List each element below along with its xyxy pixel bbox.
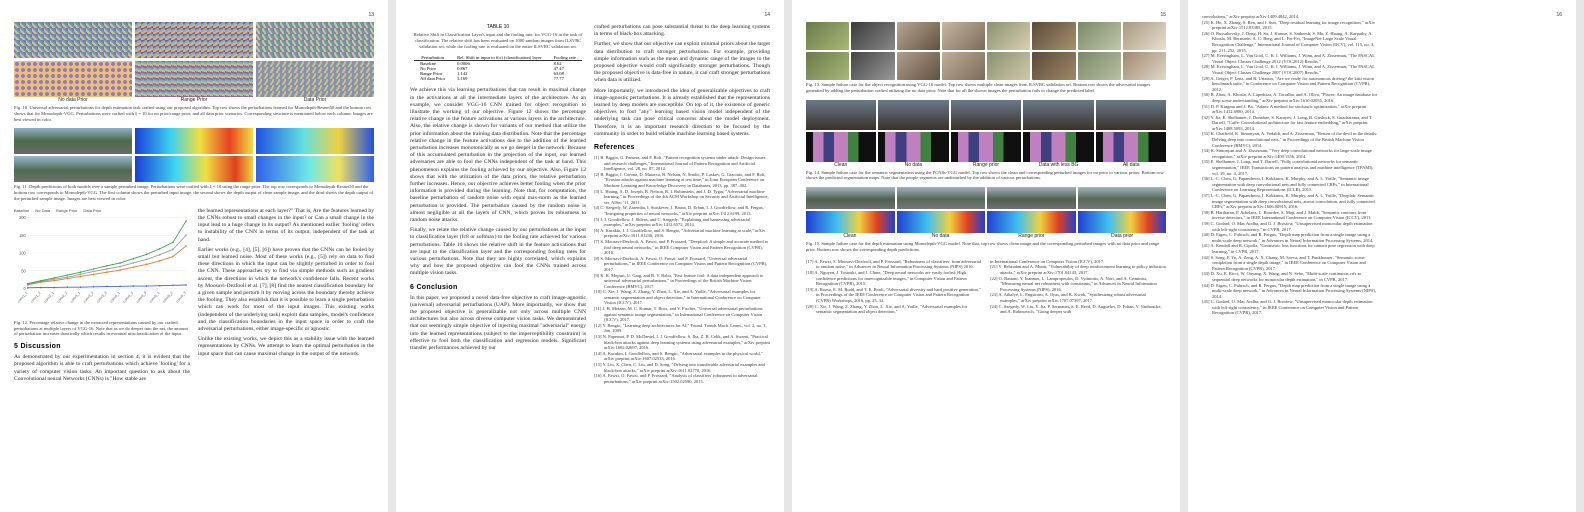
figure-14 — [806, 100, 1166, 182]
reference-item: [21] V. Behzadan and A. Munir, "Vulnerability of deep reinforcement learning to policy induction attacks," arXiv preprint arXiv:1701.04143, 2017. — [990, 264, 1166, 275]
table-cell: Baseline — [420, 61, 436, 67]
data-point — [67, 274, 69, 276]
reference-item: [33] K. Chatfield, K. Simonyan, A. Vedaldi, and A. Zisserman, "Return of the devil in the details: Delving deep into convolutional nets," in Proceedings of the British Machine Vision Conference (BMVC), 2014. — [1202, 131, 1378, 148]
figure-caption: Fig. 13. Sample failure case for the object recognition using VGG-16 model. Top row shows multiple clean images from ILSVRC validation set. Bottom row shows the adversarial images generated by adding the perturbation crafted utilizing the no data prior. Note that for all the shown images the perturbation fails to change the predicted label. — [806, 82, 1151, 93]
data-point — [27, 282, 29, 284]
data-point — [159, 254, 161, 256]
reference-item: [34] K. Simonyan and A. Zisserman, "Very deep convolutional networks for large-scale image recognition," arXiv preprint arXiv:1409.1556, 2014. — [1202, 148, 1372, 159]
table-cell: Range Prior — [420, 71, 443, 77]
figure-12-chart — [14, 208, 190, 318]
section-heading: 5 Discussion — [14, 343, 61, 351]
figure-label: Clean — [834, 161, 848, 168]
x-tick-label: conv4_3 — [135, 290, 148, 304]
reference-item: [7] S. Moosavi-Dezfooli, A. Fawzi, and P. Frossard, "Deepfool: A simple and accurate method to fool deep neural networks," in IEEE Computer Vision and Pattern Recognition (CVPR), 2016. — [594, 238, 769, 256]
data-point — [133, 262, 135, 264]
depth-map — [135, 128, 253, 154]
data-point — [93, 286, 95, 288]
reference-list — [1202, 14, 1378, 316]
paragraph: Unlike the existing works, we depict this as a stability issue with the learned representations by CNNs. We attempt to learn the optimal perturbation in the input space that can cause maximal change in the output of the network. — [198, 336, 374, 357]
paragraph: We achieve this via learning perturbations that can result in maximal change in the activations at all the intermediate layers of the architecture. As an example, we consider VGG-16 CNN trained for object recognition to illustrate the working of our objective. Figure 12 shows the percentage relative change in the feature activations at various layers in the architecture. Also, the relative change is shown for variants of our method that utilize the prior information about the training data distribution. Note that the percentage relative change in the feature activations due to the addition of the learned perturbation increases monotonically as we go deeper in the network. Because of this accumulated perturbation in the projection of the input, our learned adversaries are able to fool the CNNs independent of the task at hand. This phenomenon explains the fooling achieved by our objective. Also, Figure 12 shows that with the utilization of the data priors, the relative perturbation further increases. Hence, our objective achieves better fooling when the prior information is provided during the learning. Note that, for computation, the baseline perturbation of random noise with equal max-norm as the learned perturbation is provided. The perturbation caused by the random noise is almost negligible at all the layers of CNN, which proves its robustness to random noise attacks. — [410, 87, 586, 224]
legend-entry: Range Prior — [56, 207, 78, 213]
data-point — [133, 285, 135, 287]
table-header: Rel. Shift in input to f(x) (classification) layer — [451, 55, 547, 61]
depth-map — [987, 211, 1076, 233]
reference-item: [27] M. Everingham, L. Van Gool, C. K. I. Williams, J. Winn, and A. Zisserman, "The PASCAL Visual Object Classes Challenge 2012 (VOC2012) Results." — [1202, 53, 1375, 64]
reference-item: [9] K. R. Mopuri, U. Garg, and R. V. Babu, "Fast feature fool: A data independent approach to universal adversarial perturbations," in Proceedings of the British Machine Vision Conference (BMVC), 2017. — [594, 272, 764, 289]
x-tick-label: conv3_2 — [82, 290, 95, 304]
perturbation-image — [135, 61, 253, 97]
x-tick-label: conv5_3 — [175, 290, 187, 304]
data-point — [93, 268, 95, 270]
reference-item: [25] K. He, X. Zhang, S. Ren, and J. Sun, "Deep residual learning for image recognition," arXiv preprint arXiv:1512.03385, 2015. — [1202, 19, 1376, 31]
page-14 — [396, 0, 784, 512]
data-point — [40, 280, 42, 282]
reference-item: [26] O. Russakovsky, J. Deng, H. Su, J. Krause, S. Satheesh, S. Ma, Z. Huang, A. Karpathy, A. Khosla, M. Bernstein, A. C. Berg, and L. Fei-Fei, "ImageNet Large Scale Visual Recognition Challenge," International Journal of Computer Vision (IJCV), vol. 115, no. 3, pp. 211–252, 2015. — [1202, 30, 1375, 53]
depth-map — [256, 128, 374, 154]
reference-item: [13] N. Papernot, P. D. McDaniel, I. J. Goodfellow, S. Jha, Z. B. Celik, and A. Swami, "Practical black-box attacks against deep learning systems using adversarial examples," arXiv preprint arXiv:1602.02697, 2016. — [594, 334, 770, 351]
page-16 — [1188, 0, 1576, 512]
table-header-row — [414, 55, 582, 61]
table-cell: 0.867 — [457, 66, 468, 72]
data-point — [80, 286, 82, 288]
reference-item: [3] L. Huang, A. D. Joseph, B. Nelson, B. I. Rubinstein, and J. D. Tygar, "Adversarial machine learning," in Proceedings of the 4th ACM Workshop on Security and Artificial Intelligence, ser. AISec '11, 2011. — [594, 188, 769, 205]
data-point — [185, 245, 187, 247]
data-point — [119, 265, 121, 267]
segmentation-map — [878, 132, 948, 162]
paragraph: the learned representations at each layer?" That is, Are the features learned by the CNNs robust to small changes in the input? or Can a small change in the input lead to a huge change in its output? As mentioned earlier 'fooling' refers to instability of the CNN in terms of its output, independent of the task at hand. — [198, 207, 374, 243]
data-point — [159, 260, 161, 262]
sample-image — [942, 22, 985, 50]
reference-item: [24] C. Szegedy, W. Liu, Y. Jia, P. Sermanet, S. E. Reed, D. Anguelov, D. Erhan, V. Vanhoucke, and A. Rabinovich, "Going deeper with — [990, 303, 1162, 315]
reference-item: [39] C. Godard, O. Mac Aodha, and G. J. Brostow, "Unsupervised monocular depth estimation with left-right consistency," in CVPR, 2017. — [1202, 220, 1373, 232]
reference-item: [29] A. Geiger, P. Lenz, and R. Urtasun, "Are we ready for autonomous driving? the kitti vision benchmark suite," in Conference on Computer Vision and Pattern Recognition (CVPR), 2012. — [1202, 75, 1374, 92]
figure-label: All data — [1122, 161, 1140, 168]
segmentation-map — [951, 132, 1021, 162]
data-point — [133, 258, 135, 260]
paragraph: crafted perturbations can pose substantial threat to the deep learning systems in terms of black-box attacking. — [594, 24, 770, 38]
reference-list — [594, 155, 770, 384]
page-number: 13 — [368, 12, 374, 18]
street-image — [897, 187, 986, 209]
data-point — [67, 276, 69, 278]
depth-map — [256, 156, 374, 182]
reference-item: [31] D. P. Kingma and J. Ba, "Adam: A method for stochastic optimization," arXiv preprint arXiv:1412.6980, 2014. — [1202, 103, 1367, 115]
figure-label: Clean — [843, 233, 857, 240]
y-tick-label: 100 — [19, 250, 26, 256]
segmentation-map — [1023, 132, 1093, 162]
group-photo — [951, 100, 1021, 130]
figure-caption: Fig. 12. Percentage relative change in the extracted representations caused by our crafted perturbations at multiple layers of VGG-16. Note that as we do deeper into the net, the amount of perturbation increases drastically which results in eventual misclassification of the input. — [14, 319, 188, 337]
data-point — [185, 220, 187, 222]
x-tick-label: conv3_3 — [96, 290, 108, 304]
paragraph: Further, we show that our objective can exploit minimal priors about the target data distribution to craft stronger perturbations. For example, providing simple information such as the mean and dynamic range of the images to the proposed objective would craft significantly stronger perturbations. Though the proposed objective is data-free in nature, it can craft stronger perturbations when data is utilized. — [594, 41, 770, 84]
reference-item: [4] C. Szegedy, W. Zaremba, I. Sutskever, J. Bruna, D. Erhan, I. J. Goodfellow, and R. Fergus, "Intriguing properties of neural networks," arXiv preprint arXiv:1312.6199, 2013. — [594, 205, 764, 216]
data-point — [80, 273, 82, 275]
results-table — [414, 55, 582, 81]
depth-map — [897, 211, 986, 233]
x-tick-label: conv4_1 — [109, 290, 121, 304]
adversarial-image — [942, 52, 985, 80]
table-header: Fooling rate — [548, 55, 582, 61]
x-tick-label: conv1_1 — [16, 290, 29, 304]
page-number: 16 — [1556, 12, 1562, 18]
reference-item: [28] M. Everingham, L. Van Gool, C. K. I. Williams, J. Winn, and A. Zisserman, "The PASCAL Visual Object Classes Challenge 2007 (VOC2007) Results." — [1202, 64, 1375, 75]
table-cell: 3.169 — [457, 76, 468, 82]
figure-label: Data prior — [1111, 233, 1134, 240]
reference-item: [2] B. Biggio, I. Corona, D. Maiorca, B. Nelson, N. Šrndić, P. Laskov, G. Giacinto, and F. Roli, "Evasion attacks against machine learning at test time," in Joint European Conference on Machine Learning and Knowledge Discovery in Databases, 2013, pp. 387–402. — [594, 171, 766, 189]
data-point — [146, 263, 148, 265]
reference-item: [43] D. Xu, E. Ricci, W. Ouyang, X. Wang, and N. Sebe, "Multi-scale continuous crfs as sequential deep networks for monocular depth estimation," in CVPR, 2017. — [1202, 271, 1362, 282]
x-tick-label: conv4_2 — [122, 290, 134, 304]
figure-label: No data Prior — [58, 97, 88, 103]
figure-label: Range prior — [972, 161, 1000, 168]
x-tick-label: conv3_1 — [69, 290, 82, 304]
page-number: 15 — [1160, 12, 1166, 18]
y-tick-label: 200 — [19, 214, 26, 220]
reference-item: [18] A. Nguyen, J. Yosinski, and J. Clune, "Deep neural networks are easily fooled: High confidence predictions for unrecognizable images," in Computer Vision and Pattern Recognition (CVPR), 2015. — [806, 269, 967, 287]
x-tick-label: conv1_2 — [30, 290, 42, 304]
figure-label: Range Prior — [180, 97, 208, 103]
data-point — [40, 286, 42, 288]
street-image — [1078, 187, 1167, 209]
paragraph: Finally, we relate the relative change caused by our perturbations at the input to classification layer (fc8 or softmax) to the fooling rate achieved for various perturbations. Table 10 shows the relative shift in the feature activations that are input to the classification layer and the corresponding fooling rates for various perturbations. Note that they are highly correlated, which explains why and how the proposed objective can fool the CNNs trained across multiple vision tasks. — [410, 227, 586, 277]
data-point — [146, 253, 148, 255]
adversarial-image — [851, 52, 894, 80]
data-point — [119, 262, 121, 264]
perturbation-image — [14, 22, 132, 58]
legend-entry: Data Prior — [83, 207, 102, 213]
street-image — [14, 128, 132, 154]
figure-label: No data — [931, 233, 950, 240]
reference-item: [5] I. J. Goodfellow, J. Shlens, and C. Szegedy, "Explaining and harnessing adversarial examples," arXiv preprint arXiv:1412.6572, 2014. — [594, 216, 751, 228]
data-point — [93, 273, 95, 275]
data-point — [106, 285, 108, 287]
reference-item: [14] A. Kurakin, I. Goodfellow, and S. Bengio, "Adversarial examples in the physical world," arXiv preprint arXiv:1607.02533, 2016. — [594, 350, 763, 362]
reference-item: in International Conference on Computer Vision (ICCV), 2017. — [990, 258, 1105, 264]
reference-item: [36] L.-C. Chen, G. Papandreou, I. Kokkinos, K. Murphy, and A. L. Yuille, "Semantic image segmentation with deep convolutional nets and fully connected CRFs," in International Conference on Learning Representations (ICLR), 2015. — [1202, 176, 1369, 193]
adversarial-image — [897, 52, 940, 80]
table-cell: All data Prior — [420, 76, 446, 82]
reference-item: [42] S. Song, F. Yu, A. Zeng, A. X. Chang, M. Savva, and T. Funkhouser, "Semantic scene completion from a single depth image," in IEEE Conference on Computer Vision and Pattern Recognition (CVPR), 2017. — [1202, 254, 1366, 271]
x-tick-label: conv2_1 — [43, 290, 55, 304]
series-line — [28, 221, 186, 284]
table-cell: 0.0006 — [457, 61, 470, 67]
group-photo — [806, 100, 876, 130]
figure-label: Range prior — [1018, 233, 1045, 240]
sample-image — [806, 22, 849, 50]
reference-item: [23] A. Athalye, L. Engstrom, A. Ilyas, and K. Kwok, "Synthesizing robust adversarial examples," arXiv preprint arXiv:1707.07397, 2017. — [990, 292, 1146, 303]
group-photo — [878, 100, 948, 130]
page-13 — [0, 0, 388, 512]
group-photo — [1096, 100, 1166, 130]
data-point — [172, 248, 174, 250]
table-cell: 1.142 — [457, 71, 468, 77]
reference-item: [22] O. Bastani, Y. Ioannou, L. Lampropoulos, D. Vytiniotis, A. Nori, and A. Criminisi, "Measuring neural net robustness with constraints," in Advances in Neural Information Processing Systems (NIPS), 2016. — [990, 275, 1157, 292]
legend-entry: No Data — [35, 207, 51, 213]
figure-label: Data with less BG — [1038, 161, 1079, 168]
y-tick-label: 150 — [19, 232, 26, 238]
table-cell: 77.77 — [553, 76, 564, 82]
x-tick-label: conv2_2 — [56, 290, 68, 304]
adversarial-image — [1123, 52, 1166, 80]
data-point — [172, 284, 174, 286]
reference-item: [32] Y. Jia, E. Shelhamer, J. Donahue, S. Karayev, J. Long, R. Girshick, S. Guadarrama, and T. Darrell, "Caffe: Convolutional architecture for fast feature embedding," arXiv preprint arXiv:1408.5093, 2014. — [1202, 114, 1373, 131]
figure-caption: Fig. 15. Sample failure case for the depth estimation using Monodepth-VGG model. Note that, top row shows clean image and the corresponding perturbed images with no data prior and range prior. Bottom row shows the corresponding depth predictions. — [806, 241, 1160, 252]
street-image — [987, 187, 1076, 209]
data-point — [106, 268, 108, 270]
page-number: 14 — [764, 12, 770, 18]
perturbation-image — [135, 22, 253, 58]
paragraph: Earlier works (e.g., [4], [5], [6]) have proven that the CNNs can be fooled by small but learned noise. Most of these works (e.g., [5]) rely on data to find these directions in which the input can be slightly perturbed in order to fool the CNN. These approaches try to find via simple methods such as gradient ascent, the directions in which the network's confidence falls. Recent works by Moosavi-Dezfooli et al. [7], [8] find the nearest classification boundary for a given sample and perturb it by moving across the boundary thereby achieve the fooling. They also establish that it is possible to learn a single perturbation which can work for most of the input images. This existing works (independent of the underlying task) exploit data samples, model's confidence and the classification boundaries in the input space in order to craft the adversarial perturbations, either image-specific or agnostic. — [198, 246, 374, 333]
paragraph: As demonstrated by our experimentation in section 4, it is evident that the proposed algorithm is able to craft perturbations which achieve 'fooling' for a variety of computer vision tasks. An important question to ask about the Convolutional neural Networks (CNNs) is "How stable are — [14, 354, 190, 382]
perturbation-image — [256, 22, 374, 58]
reference-item: [17] A. Fawzi, S. Moosavi-Dezfooli, and P. Frossard, "Robustness of classifiers: from adversarial to random noise," in Advances in Neural Information Processing Systems (NIPS) 2016. — [806, 258, 982, 270]
depth-map — [135, 156, 253, 182]
x-tick-label: conv5_1 — [148, 290, 161, 304]
sample-image — [987, 22, 1030, 50]
reference-item: [37] L.-C. Chen, G. Papandreou, I. Kokkinos, K. Murphy, and A. L. Yuille, "Deeplab: Semantic image segmentation with deep convolutional nets, atrous convolution, and fully connected CRFs," arXiv preprint arXiv:1606.00915, 2016. — [1202, 193, 1375, 210]
data-point — [93, 270, 95, 272]
data-point — [106, 271, 108, 273]
legend-entry: Baseline — [14, 207, 30, 213]
figure-label: No data — [904, 161, 923, 168]
adversarial-image — [1032, 52, 1075, 80]
sample-image — [1078, 22, 1121, 50]
data-point — [27, 287, 29, 289]
figure-15 — [806, 187, 1166, 253]
data-point — [53, 277, 55, 279]
y-tick-label: 0 — [23, 285, 26, 292]
perturbation-image — [14, 61, 132, 97]
reference-item: [45] C. Godard, O. Mac Aodha, and G. J. Brostow, "Unsupervised monocular depth estimation with left-right consistency," in IEEE Conference on Computer Vision and Pattern Recognition (CVPR), 2017. — [1202, 299, 1373, 316]
data-point — [106, 265, 108, 267]
figure-13 — [806, 22, 1166, 94]
table-cell: No Prior — [420, 66, 437, 72]
data-point — [185, 234, 187, 236]
reference-item: [41] A. Kendall and R. Cipolla, "Geometric loss functions for camera pose regression with deep learning," in CVPR, 2017. — [1202, 243, 1375, 254]
data-point — [172, 255, 174, 257]
sample-image — [1032, 22, 1075, 50]
sample-image — [1123, 22, 1166, 50]
depth-map — [806, 211, 895, 233]
figure-10 — [14, 22, 374, 122]
data-point — [67, 286, 69, 288]
figure-11 — [14, 128, 374, 201]
table-cell: 47.47 — [553, 66, 564, 72]
street-image — [806, 187, 895, 209]
table-title: TABLE 10 — [486, 24, 510, 30]
reference-item: [38] B. Hariharan, P. Arbelaez, L. Bourdev, S. Maji, and J. Malik, "Semantic contours from inverse detectors," in IEEE International Conference on Computer Vision (ICCV), 2011. — [1202, 209, 1372, 221]
section-heading: 6 Conclusion — [410, 283, 458, 291]
reference-item: [20] C. Xie, J. Wang, Z. Zhang, Y. Zhou, L. Xie, and A. Yuille, "Adversarial examples for semantic segmentation and object detection," — [806, 303, 968, 315]
segmentation-map — [806, 132, 876, 162]
figure-label: Data Prior — [303, 97, 327, 103]
data-point — [80, 271, 82, 273]
paragraph: More importantly, we introduced the idea of generalizable objectives to craft image-agnostic perturbations. It is already established that the representations learned by deep models are susceptible. On top of it, the existence of generic objectives to fool "any" learning based vision model independent of the underlying task can pose critical concerns about the model deployment. Therefore, it is an important research direction to be focused by the community in order to build reliable machine learning based systems. — [594, 87, 770, 137]
group-photo — [1023, 100, 1093, 130]
data-point — [159, 248, 161, 250]
reference-item: [15] Y. Liu, X. Chen, C. Liu, and D. Song, "Delving into transferable adversarial examples and black-box attacks," arXiv preprint arXiv:1611.02770, 2016. — [594, 362, 765, 373]
perturbation-image — [256, 61, 374, 97]
table-cell: 63.08 — [553, 71, 564, 77]
data-point — [172, 241, 174, 243]
data-point — [146, 285, 148, 287]
figure-caption: Fig. 11. Depth predictions of both models over a sample perturbed image. Perturbations were crafted with ξ = 10 using the range prior. The top row corresponds to Monodepth-Resnet50 and the bottom row corresponds to Monodepth-VGG. The first column shows the perturbed input image, the second shows the depth output of clean sample image, and the third shows the depth output of the perturbed sample image. Images are best viewed in color. — [14, 184, 374, 201]
table-header: Perturbation — [414, 55, 451, 61]
reference-item: [40] D. Eigen, C. Puhrsch, and R. Fergus, "Depth map prediction from a single image using a multi-scale deep network," in Advances in Neural Information Processing Systems, 2014. — [1202, 232, 1374, 243]
adversarial-image — [806, 52, 849, 80]
table-cell: 8.62 — [553, 61, 562, 67]
data-point — [80, 275, 82, 277]
figure-caption: Fig. 10. Universal adversarial perturbations for depth estimation task crafted using our proposed algorithm. Top row shows the perturbations learned for Monodepth-Resnet50 and the bottom row shows that for Monodepth-VGG. Perturbations were crafted with ξ = 10 for no prior/range prior, and all data prior scenarios. Corresponding structure is mentioned below each column. Images are best viewed in color. — [14, 105, 373, 122]
page-15 — [792, 0, 1180, 512]
segmentation-map — [1096, 132, 1166, 162]
reference-item: [19] A. Rozsa, E. M. Rudd, and T. E. Boult, "Adversarial diversity and hard positive generation," in Proceedings of the IEEE Conference on Computer Vision and Pattern Recognition (CVPR) Workshops, 2016, pp. 25–32. — [806, 286, 981, 303]
data-point — [146, 258, 148, 260]
data-point — [133, 266, 135, 268]
table-row — [414, 76, 582, 81]
reference-item: [10] C. Xie, J. Wang, Z. Zhang, Y. Zhou, L. Xie, and A. Yuille, "Adversarial examples for semantic segmentation and object detection," in International Conference on Computer Vision (ICCV), 2017. — [594, 289, 761, 306]
reference-list — [990, 259, 1166, 315]
reference-item: [44] D. Eigen, C. Puhrsch, and R. Fergus, "Depth map prediction from a single image using a multi-scale deep network," in Advances in Neural Information Processing Systems (NIPS), 2014. — [1202, 282, 1377, 299]
data-point — [53, 286, 55, 288]
section-heading: References — [594, 144, 635, 152]
reference-item: convolutions," arXiv preprint arXiv:1409.4842, 2014. — [1202, 14, 1300, 19]
reference-item: [16] A. Fawzi, O. Fawzi, and P. Frossard, "Analysis of classifiers' robustness to adversarial perturbations," arXiv preprint arXiv:1502.02590, 2015. — [594, 373, 758, 384]
reference-item: [35] E. Shelhamer, J. Long, and T. Darrell, "Fully convolutional networks for semantic segmentation," IEEE Transactions on pattern analysis and machine intelligence (TPAMI), vol. 39, no. 4, 2017. — [1202, 159, 1374, 176]
y-tick-label: 50 — [21, 267, 26, 274]
reference-item: [8] S. Moosavi-Dezfooli, A. Fawzi, O. Fawzi, and P. Frossard, "Universal adversarial perturbations," in IEEE Conference on Computer Vision and Pattern Recognition (CVPR), 2017. — [594, 255, 768, 272]
data-point — [119, 269, 121, 271]
data-point — [185, 284, 187, 286]
data-point — [159, 285, 161, 287]
adversarial-image — [1078, 52, 1121, 80]
sample-image — [897, 22, 940, 50]
sample-image — [851, 22, 894, 50]
reference-item: [30] B. Zhou, A. Khosla, A. Lapedriza, A. Torralba, and A. Oliva, "Places: An image database for deep scene understanding," arXiv preprint arXiv:1610.02055, 2016. — [1202, 92, 1378, 103]
figure-caption: Fig. 14. Sample failure case for the semantic segmentation using the FCN8s-VGG model. Top row shows the clean and corresponding perturbed images for no prior to various priors. Bottom row shows the predicted segmentation maps. Note that the people segments are undisturbed by the addition of various perturbations. — [806, 169, 1164, 181]
x-tick-label: conv5_2 — [162, 290, 174, 304]
reference-item: [11] J. H. Metzen, M. C. Kumar, T. Brox, and V. Fischer, "Universal adversarial perturbations against semantic image segmentation," in International Conference on Computer Vision (ICCV), 2017. — [594, 306, 763, 323]
depth-map — [1078, 211, 1167, 233]
data-point — [119, 285, 121, 287]
street-image — [14, 156, 132, 182]
reference-list — [806, 259, 982, 315]
reference-item: [12] Y. Bengio, "Learning deep architectures for AI," Found. Trends Mach. Learn., vol. 2, no. 1, Jan. 2009. — [594, 322, 767, 334]
table-caption: Relative Shift in Classification Layer's input and the fooling rate, for VGG-16 in the task of classification. The relative shift has been evaluated on 1000 random images from ILSVRC validation set, while the fooling rate is evaluated on the entire ILSVRC validation set. — [413, 32, 583, 49]
paragraph: In this paper, we proposed a novel data-free objective to craft image-agnostic (universal) adversarial perturbations (UAP). More importantly, we show that the proposed objective is generalizable not only across multiple CNN architectures but also across diverse computer vision tasks. We demonstrated that our seemingly simple objective of injecting maximal "adversarial" energy into the learned representations (subject to the imperceptibility constraint) is effective to fool both the classification and regression models. Significant transfer performances achieved by our — [410, 294, 586, 352]
adversarial-image — [987, 52, 1030, 80]
line-chart — [14, 213, 190, 313]
reference-item: [1] B. Biggio, G. Fumera, and F. Roli, "Pattern recognition systems under attack: Design issues and research challenges," International Journal of Pattern Recognition and Artificial Intelligence, vol. 28, no. 07, 2014. — [594, 155, 766, 172]
reference-item: [6] A. Kurakin, I. J. Goodfellow, and S. Bengio, "Adversarial machine learning at scale," arXiv preprint arXiv:1611.01236, 2016. — [594, 227, 766, 239]
